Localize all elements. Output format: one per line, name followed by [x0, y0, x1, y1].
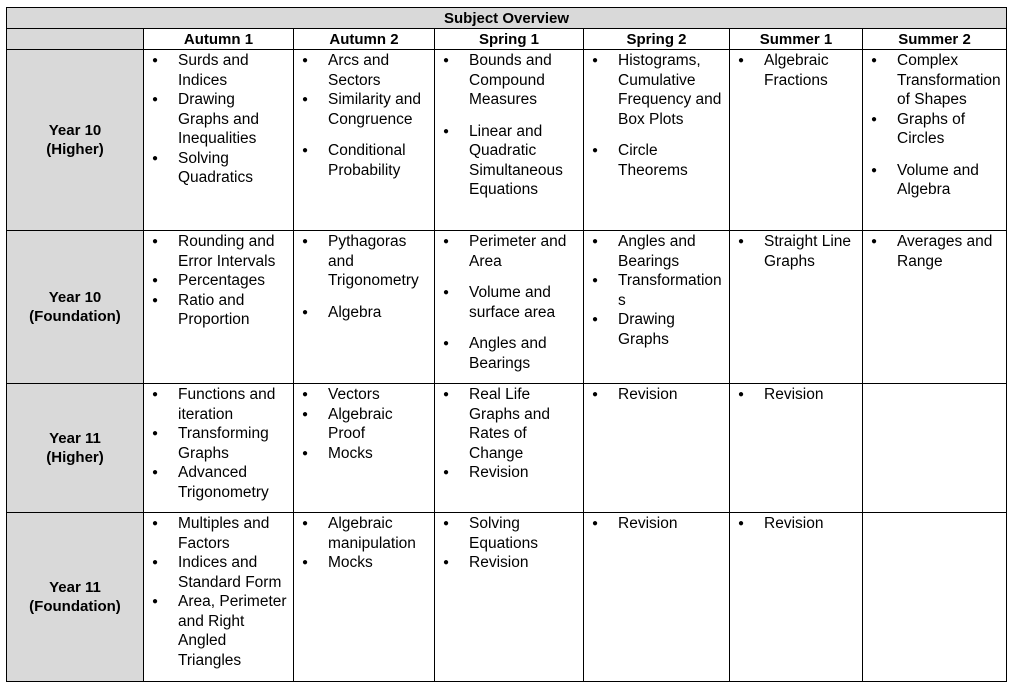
- topic-cell: [584, 384, 730, 513]
- topic-item: ● Ratio and Proportion: [152, 291, 289, 330]
- topic-cell: [294, 50, 435, 231]
- topic-cell-empty: [863, 513, 1007, 682]
- year-level: (Higher): [46, 141, 104, 158]
- year-name: Year 10: [48, 289, 102, 306]
- topic-item: ● Revision: [738, 385, 858, 405]
- topic-item: ● Revision: [443, 463, 579, 483]
- topic-cell: [435, 50, 584, 231]
- topic-cell: [144, 513, 294, 682]
- year-label: [7, 513, 144, 682]
- topic-cell: [435, 384, 584, 513]
- topic-cell: [435, 513, 584, 682]
- topic-cell: [294, 384, 435, 513]
- topic-cell: [730, 513, 863, 682]
- topic-item: ● Arcs and Sectors: [302, 51, 430, 90]
- topic-item: ● Straight Line Graphs: [738, 232, 858, 271]
- year-level: (Foundation): [29, 308, 121, 325]
- year-label: [7, 384, 144, 513]
- topic-item: ● Pythagoras and Trigonometry: [302, 232, 430, 291]
- table-row: [7, 231, 1007, 384]
- topic-item: ● Percentages: [152, 271, 289, 291]
- subject-overview-table: [6, 7, 1007, 682]
- year-name: Year 10: [48, 122, 102, 139]
- term-header: Summer 2: [863, 29, 1007, 50]
- topic-cell: [294, 513, 435, 682]
- term-header: Autumn 1: [144, 29, 294, 50]
- topic-item: ● Algebraic manipulation: [302, 514, 430, 553]
- table-row: [7, 384, 1007, 513]
- topic-cell: [730, 384, 863, 513]
- topic-item: ● Revision: [592, 385, 725, 405]
- topic-item: ● Mocks: [302, 444, 430, 464]
- term-header: Spring 1: [435, 29, 584, 50]
- corner-cell: [7, 29, 144, 50]
- topic-item: ● Algebra: [302, 303, 430, 323]
- topic-cell: [584, 231, 730, 384]
- topic-item: ● Rounding and Error Intervals: [152, 232, 289, 271]
- topic-item: ● Vectors: [302, 385, 430, 405]
- topic-item: ● Area, Perimeter and Right Angled Triangles: [152, 592, 289, 670]
- topic-item: ● Solving Equations: [443, 514, 579, 553]
- year-name: Year 11: [49, 579, 101, 596]
- topic-item: ● Conditional Probability: [302, 141, 430, 180]
- topic-item: ● Drawing Graphs: [592, 310, 725, 349]
- topic-item: ● Mocks: [302, 553, 430, 573]
- topic-item: ● Circle Theorems: [592, 141, 725, 180]
- topic-item: ● Real Life Graphs and Rates of Change: [443, 385, 579, 463]
- topic-item: ● Transformations: [592, 271, 725, 310]
- topic-cell: [144, 384, 294, 513]
- topic-item: ● Drawing Graphs and Inequalities: [152, 90, 289, 149]
- topic-item: ● Indices and Standard Form: [152, 553, 289, 592]
- term-header: Spring 2: [584, 29, 730, 50]
- topic-cell: [730, 231, 863, 384]
- topic-cell: [294, 231, 435, 384]
- topic-item: ● Surds and Indices: [152, 51, 289, 90]
- year-label: [7, 231, 144, 384]
- topic-cell-empty: [863, 384, 1007, 513]
- term-header: Autumn 2: [294, 29, 435, 50]
- topic-item: ● Advanced Trigonometry: [152, 463, 289, 502]
- topic-item: ● Solving Quadratics: [152, 149, 289, 188]
- topic-cell: [144, 50, 294, 231]
- year-label: [7, 50, 144, 231]
- term-header: Summer 1: [730, 29, 863, 50]
- topic-item: ● Transforming Graphs: [152, 424, 289, 463]
- topic-cell: [584, 513, 730, 682]
- year-level: (Higher): [46, 449, 104, 466]
- topic-item: ● Angles and Bearings: [592, 232, 725, 271]
- topic-item: ● Algebraic Fractions: [738, 51, 858, 90]
- topic-item: ● Revision: [592, 514, 725, 534]
- topic-item: ● Graphs of Circles: [871, 110, 1002, 149]
- topic-cell: [144, 231, 294, 384]
- topic-item: ● Linear and Quadratic Simultaneous Equations: [443, 122, 579, 200]
- topic-item: ● Perimeter and Area: [443, 232, 579, 271]
- topic-item: ● Revision: [738, 514, 858, 534]
- topic-item: ● Multiples and Factors: [152, 514, 289, 553]
- topic-item: ● Volume and Algebra: [871, 161, 1002, 200]
- topic-cell: [584, 50, 730, 231]
- topic-item: ● Functions and iteration: [152, 385, 289, 424]
- table-row: [7, 50, 1007, 231]
- term-header-row: [7, 29, 1007, 50]
- topic-item: ● Bounds and Compound Measures: [443, 51, 579, 110]
- topic-item: ● Angles and Bearings: [443, 334, 579, 373]
- year-name: Year 11: [49, 430, 101, 447]
- topic-cell: [435, 231, 584, 384]
- topic-item: ● Complex Transformation of Shapes: [871, 51, 1002, 110]
- table-row: [7, 513, 1007, 682]
- topic-item: ● Algebraic Proof: [302, 405, 430, 444]
- table-title: Subject Overview: [7, 8, 1007, 29]
- topic-item: ● Averages and Range: [871, 232, 1002, 271]
- topic-cell: [863, 231, 1007, 384]
- year-level: (Foundation): [29, 598, 121, 615]
- topic-item: ● Volume and surface area: [443, 283, 579, 322]
- topic-cell: [730, 50, 863, 231]
- topic-item: ● Similarity and Congruence: [302, 90, 430, 129]
- topic-item: ● Histograms, Cumulative Frequency and Box Plots: [592, 51, 725, 129]
- topic-item: ● Revision: [443, 553, 579, 573]
- topic-cell: [863, 50, 1007, 231]
